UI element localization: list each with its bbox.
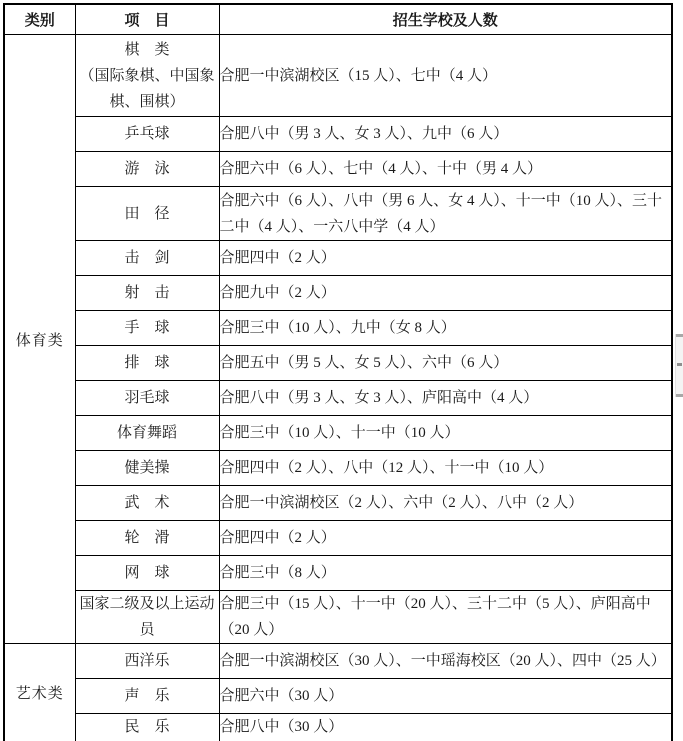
schools-cell: 合肥八中（30 人） [219,714,672,741]
table-row [4,152,672,187]
scrollbar-thumb-cap-bottom [676,394,683,397]
item-cell: 民 乐 [75,714,219,741]
table-row [4,117,672,152]
item-cell: 轮 滑 [75,521,219,556]
category-cell-arts: 艺术类 [4,644,75,741]
scrollbar-thumb-cap-top [676,334,683,337]
item-cell: 羽毛球 [75,381,219,416]
schools-cell: 合肥九中（2 人） [219,276,672,311]
category-cell-sports: 体育类 [4,35,75,644]
table-row [4,591,672,644]
schools-cell: 合肥六中（30 人） [219,679,672,714]
header-schools: 招生学校及人数 [219,4,672,35]
item-cell: 体育舞蹈 [75,416,219,451]
schools-cell: 合肥四中（2 人） [219,241,672,276]
table-row [4,451,672,486]
item-cell [75,35,219,117]
table-row [4,276,672,311]
item-cell: 声 乐 [75,679,219,714]
table-header-row [4,4,672,35]
item-cell: 田 径 [75,187,219,241]
table-row [4,381,672,416]
schools-cell: 合肥六中（6 人）、七中（4 人）、十中（男 4 人） [219,152,672,187]
schools-cell: 合肥五中（男 5 人、女 5 人）、六中（6 人） [219,346,672,381]
item-cell: 武 术 [75,486,219,521]
schools-cell: 合肥三中（10 人）、九中（女 8 人） [219,311,672,346]
schools-cell: 合肥一中滨湖校区（30 人）、一中瑶海校区（20 人）、四中（25 人） [219,644,672,679]
item-cell: 手 球 [75,311,219,346]
schools-cell: 合肥一中滨湖校区（15 人）、七中（4 人） [219,35,672,117]
schools-cell: 合肥六中（6 人）、八中（男 6 人、女 4 人）、十一中（10 人）、三十二中（4 人）、一六八中学（4 人） [219,187,672,241]
table-row [4,311,672,346]
item-cell: 西洋乐 [75,644,219,679]
schools-cell: 合肥八中（男 3 人、女 3 人）、庐阳高中（4 人） [219,381,672,416]
table-row [4,346,672,381]
table-row [4,644,672,679]
schools-cell: 合肥八中（男 3 人、女 3 人）、九中（6 人） [219,117,672,152]
item-cell: 射 击 [75,276,219,311]
header-item: 项 目 [75,4,219,35]
header-category: 类别 [4,4,75,35]
item-label: 棋 类 [124,41,170,58]
table-row [4,416,672,451]
table-row [4,679,672,714]
item-cell: 国家二级及以上运动员 [75,591,219,644]
table-row [4,521,672,556]
item-cell: 网 球 [75,556,219,591]
schools-cell: 合肥三中（8 人） [219,556,672,591]
item-cell: 排 球 [75,346,219,381]
schools-cell: 合肥三中（15 人）、十一中（20 人）、三十二中（5 人）、庐阳高中（20 人） [219,591,672,644]
table-row [4,35,672,117]
table-row [4,556,672,591]
table-row [4,241,672,276]
schools-cell: 合肥三中（10 人）、十一中（10 人） [219,416,672,451]
table-row [4,187,672,241]
item-cell: 游 泳 [75,152,219,187]
schools-cell: 合肥一中滨湖校区（2 人）、六中（2 人）、八中（2 人） [219,486,672,521]
table-row [4,486,672,521]
schools-cell: 合肥四中（2 人） [219,521,672,556]
table-row [4,714,672,741]
item-sublabel: （国际象棋、中国象棋、围棋） [79,67,215,110]
schools-cell: 合肥四中（2 人）、八中（12 人）、十一中（10 人） [219,451,672,486]
scrollbar-thumb-grip [677,363,682,366]
item-cell: 健美操 [75,451,219,486]
item-cell: 乒乓球 [75,117,219,152]
item-cell: 击 剑 [75,241,219,276]
vertical-scrollbar-thumb[interactable] [675,334,683,397]
recruitment-table [3,3,673,741]
